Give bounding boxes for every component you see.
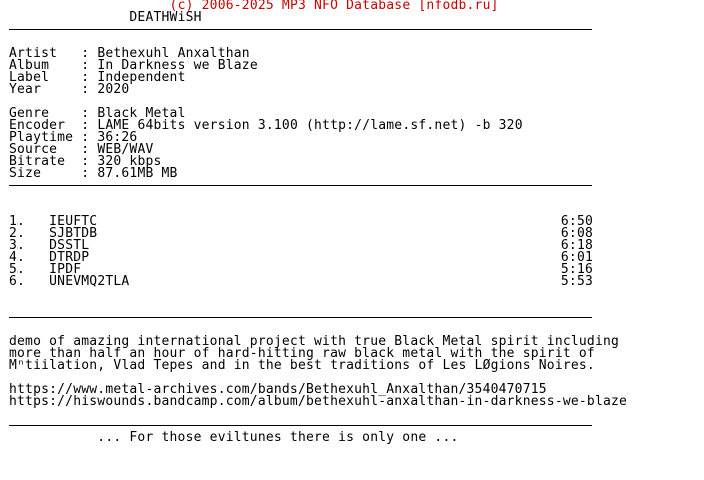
info-value: 2020 [97, 82, 130, 97]
description-line: Mⁿtiilation, Vlad Tepes and in the best traditions of Les LØgions Noires. [9, 358, 595, 373]
info-key: Size [9, 166, 82, 181]
track-title: IEUFTC [49, 214, 98, 229]
info-value: In Darkness we Blaze [97, 58, 258, 73]
info-playtime: Playtime : 36:26 [9, 130, 138, 145]
info-value: Independent [97, 70, 186, 85]
copyright-text: (c) 2006-2025 MP3 NFO Database [nfodb.ru] [169, 0, 499, 13]
track-row [9, 252, 593, 264]
track-duration: 5:53 [560, 274, 593, 289]
track-duration: 6:18 [560, 238, 593, 253]
track-duration: 5:16 [560, 262, 593, 277]
track-number: 5. [9, 262, 26, 277]
info-value: Bethexuhl Anxalthan [97, 46, 250, 61]
info-source: Source : WEB/WAV [9, 142, 154, 157]
tracklist [9, 216, 699, 288]
separator-3 [9, 312, 699, 324]
description-line: more than half an hour of hard-hitting raw black metal with the spirit of [9, 346, 595, 361]
info-value: WEB/WAV [97, 142, 154, 157]
info-key: Album [9, 58, 82, 73]
info-key: Year [9, 82, 82, 97]
description-line: demo of amazing international project with true Black Metal spirit including [9, 334, 620, 349]
track-title: IPDF [49, 262, 82, 277]
track-row [9, 276, 593, 288]
info-year: Year : 2020 [9, 82, 130, 97]
track-duration: 6:08 [560, 226, 593, 241]
group-name: DEATHWiSH [129, 10, 202, 25]
footer-line: ... For those eviltunes there is only one ... [9, 430, 459, 445]
track-number: 6. [9, 274, 26, 289]
blank-line [9, 192, 699, 204]
track-number: 3. [9, 238, 26, 253]
info-key: Bitrate [9, 154, 82, 169]
info-key: Source [9, 142, 82, 157]
info-value: 320 kbps [97, 154, 162, 169]
blank-line [9, 408, 699, 420]
track-number: 4. [9, 250, 26, 265]
blank-line [9, 300, 699, 312]
links [9, 384, 699, 408]
separator-4 [9, 420, 699, 432]
info-artist: Artist : Bethexuhl Anxalthan [9, 46, 250, 61]
info-key: Artist [9, 46, 82, 61]
info-bitrate: Bitrate : 320 kbps [9, 154, 162, 169]
bandcamp-link: https://hiswounds.bandcamp.com/album/bethexuhl-anxalthan-in-darkness-we-blaze [9, 394, 628, 409]
track-title: DSSTL [49, 238, 90, 253]
info-value: Black Metal [97, 106, 186, 121]
info-key: Genre [9, 106, 82, 121]
separator-2 [9, 180, 699, 192]
nfo-document [9, 0, 699, 444]
separator-1 [9, 24, 699, 36]
info-encoder: Encoder : LAME 64bits version 3.100 (http://lame.sf.net) -b 320 [9, 118, 523, 133]
description [9, 336, 699, 372]
track-number: 2. [9, 226, 26, 241]
track-title: DTRDP [49, 250, 90, 265]
info-value: 36:26 [97, 130, 138, 145]
track-duration: 6:50 [560, 214, 593, 229]
track-title: UNEVMQ2TLA [49, 274, 130, 289]
track-row [9, 228, 593, 240]
technical-info [9, 108, 699, 180]
metal-archives-link: https://www.metal-archives.com/bands/Bethexuhl_Anxalthan/3540470715 [9, 382, 547, 397]
blank-line [9, 204, 699, 216]
group-line [9, 12, 699, 24]
track-duration: 6:01 [560, 250, 593, 265]
release-info [9, 48, 699, 96]
info-key: Label [9, 70, 82, 85]
info-key: Encoder [9, 118, 82, 133]
info-size: Size : 87.61MB MB [9, 166, 178, 181]
track-number: 1. [9, 214, 26, 229]
track-title: SJBTDB [49, 226, 98, 241]
info-label: Label : Independent [9, 70, 186, 85]
info-key: Playtime [9, 130, 82, 145]
info-value: LAME 64bits version 3.100 (http://lame.sf.net) -b 320 [97, 118, 523, 133]
track-row [9, 240, 593, 252]
info-value: 87.61MB MB [97, 166, 178, 181]
info-genre: Genre : Black Metal [9, 106, 186, 121]
blank-line [9, 288, 699, 300]
info-album: Album : In Darkness we Blaze [9, 58, 258, 73]
